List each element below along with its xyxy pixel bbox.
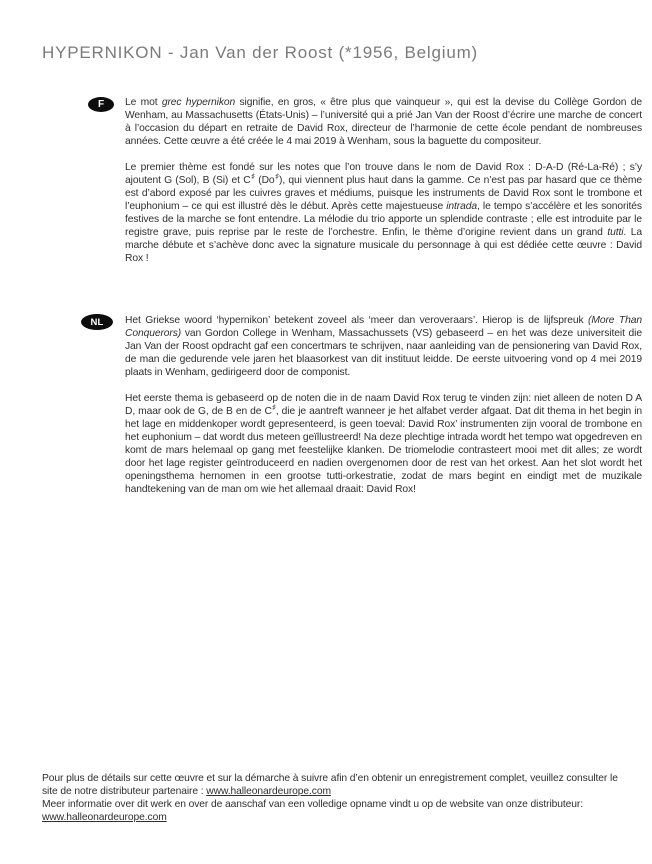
text-run: ), qui viennent plus haut dans la gamme. Ce n’est pas par hasard que ce thème est d’abord exposé par les cuivres graves et médiums, puisque les instruments de David Rox sont le trombone et l’euphonium – ce qui est illustré dès le début. Après cette majestueuse — [125, 175, 642, 212]
italic-text-run: intrada — [446, 201, 478, 212]
footer-text-dutch: Meer informatie over dit werk en over de aanschaf van een volledige opname vindt u op de website van onze distributeur: — [42, 799, 584, 810]
footer — [42, 772, 620, 824]
text-run: van Gordon College in Wenham, Massachussets (VS) gebaseerd – en het was deze universiteit die Jan Van der Roost opdracht gaf een concertmars te schrijven, naar aanleiding van de pensionering van David Rox, de man die gedurende vele jaren het blaasorkest van dit instituut leidde. De eerste uitvoering vond op 4 mei 2019 plaats in Wenham, gedirigeerd door de componist. — [125, 328, 642, 378]
italic-text-run: grec hypernikon — [161, 97, 236, 108]
text-run: Het Griekse woord ‘hypernikon’ betekent zoveel als ‘meer dan veroveraars’. Hierop is de lijfspreuk — [125, 315, 589, 326]
footer-note-dutch — [42, 798, 620, 824]
french-paragraph-1 — [125, 96, 642, 148]
text-run: , die je aantreft wanneer je het alfabet verder afgaat. Dat dit thema in het begin in het lage en middenkoper wordt gepresenteerd, is geen toeval: David Rox’ instrumenten zijn vooral de trombone en het euphonium – dat wordt dus meteen geïllustreerd! Na deze plechtige intrada wordt het tempo wat opgedreven en komt de mars helemaal op gang met feestelijke klanken. De triomelodie contrasteert mooi met dit alles; ze wordt door het lage register geïntroduceerd en nadien overgenomen door de rest van het orkest. Aan het slot wordt het openingsthema hernomen in een grootse tutti-orkestratie, zodat de mars begint en eindigt met de muzikale handtekening van de man om wie het allemaal draait: David Rox! — [125, 406, 643, 495]
text-run: Het eerste thema is gebaseerd op de noten die in de naam David Rox terug te vinden zijn: niet alleen de noten D A D, maar ook de G, de B en de C — [125, 393, 642, 417]
french-language-badge-icon: F — [88, 97, 114, 112]
italic-text-run: (More Than Conquerors) — [125, 315, 642, 339]
sharp-symbol: ♯ — [274, 173, 279, 181]
distributor-link-dutch[interactable]: www.halleonardeurope.com — [42, 812, 167, 823]
text-run: signifie, en gros, « être plus que vainqueur », qui est la devise du Collège Gordon de Wenham, au Massachusetts (États-Unis) – l’université qui a prié Jan Van der Roost d’écrire une marche de concert à l’occasion du départ en retraite de David Rox, directeur de l’harmonie de cette école pendant de nombreuses années. Cette œuvre a été créée le 4 mai 2019 à Wenham, sous la baguette du compositeur. — [125, 97, 643, 147]
dutch-paragraph-2 — [125, 392, 642, 496]
sharp-symbol: ♯ — [250, 173, 255, 181]
sharp-symbol: ♯ — [271, 404, 276, 412]
text-run: (Do — [254, 175, 275, 186]
french-paragraph-2 — [125, 161, 642, 265]
distributor-link-french[interactable]: www.halleonardeurope.com — [206, 786, 331, 797]
french-text-column — [125, 96, 642, 278]
footer-text-french: Pour plus de détails sur cette œuvre et sur la démarche à suivre afin d’en obtenir un enregistrement complet, veuillez consulter le site de notre distributeur partenaire : — [42, 773, 618, 797]
text-run: . La marche débute et s’achève donc avec la signature musicale du personnage à qui est dédiée cette œuvre : David Rox ! — [125, 227, 642, 264]
text-run: , le tempo s’accélère et les sonorités festives de la marche se font entendre. La mélodie du trio apporte un splendide contraste ; elle est introduite par le registre grave, puis reprise par le reste de l’orchestre. Enfin, le thème d’origine revient dans un grand — [125, 201, 642, 238]
dutch-language-badge-icon: NL — [81, 314, 113, 330]
italic-text-run: tutti — [607, 227, 624, 238]
dutch-text-column — [125, 314, 642, 509]
text-run: Le premier thème est fondé sur les notes que l’on trouve dans le nom de David Rox : D-A-D (Ré-La-Ré) ; s’y ajoutent G (Sol), B (Si) et C — [125, 162, 642, 186]
text-run: Le mot — [125, 97, 162, 108]
dutch-paragraph-1 — [125, 314, 642, 379]
footer-note-french — [42, 772, 620, 798]
page-title: HYPERNIKON - Jan Van der Roost (*1956, Belgium) — [42, 43, 479, 62]
